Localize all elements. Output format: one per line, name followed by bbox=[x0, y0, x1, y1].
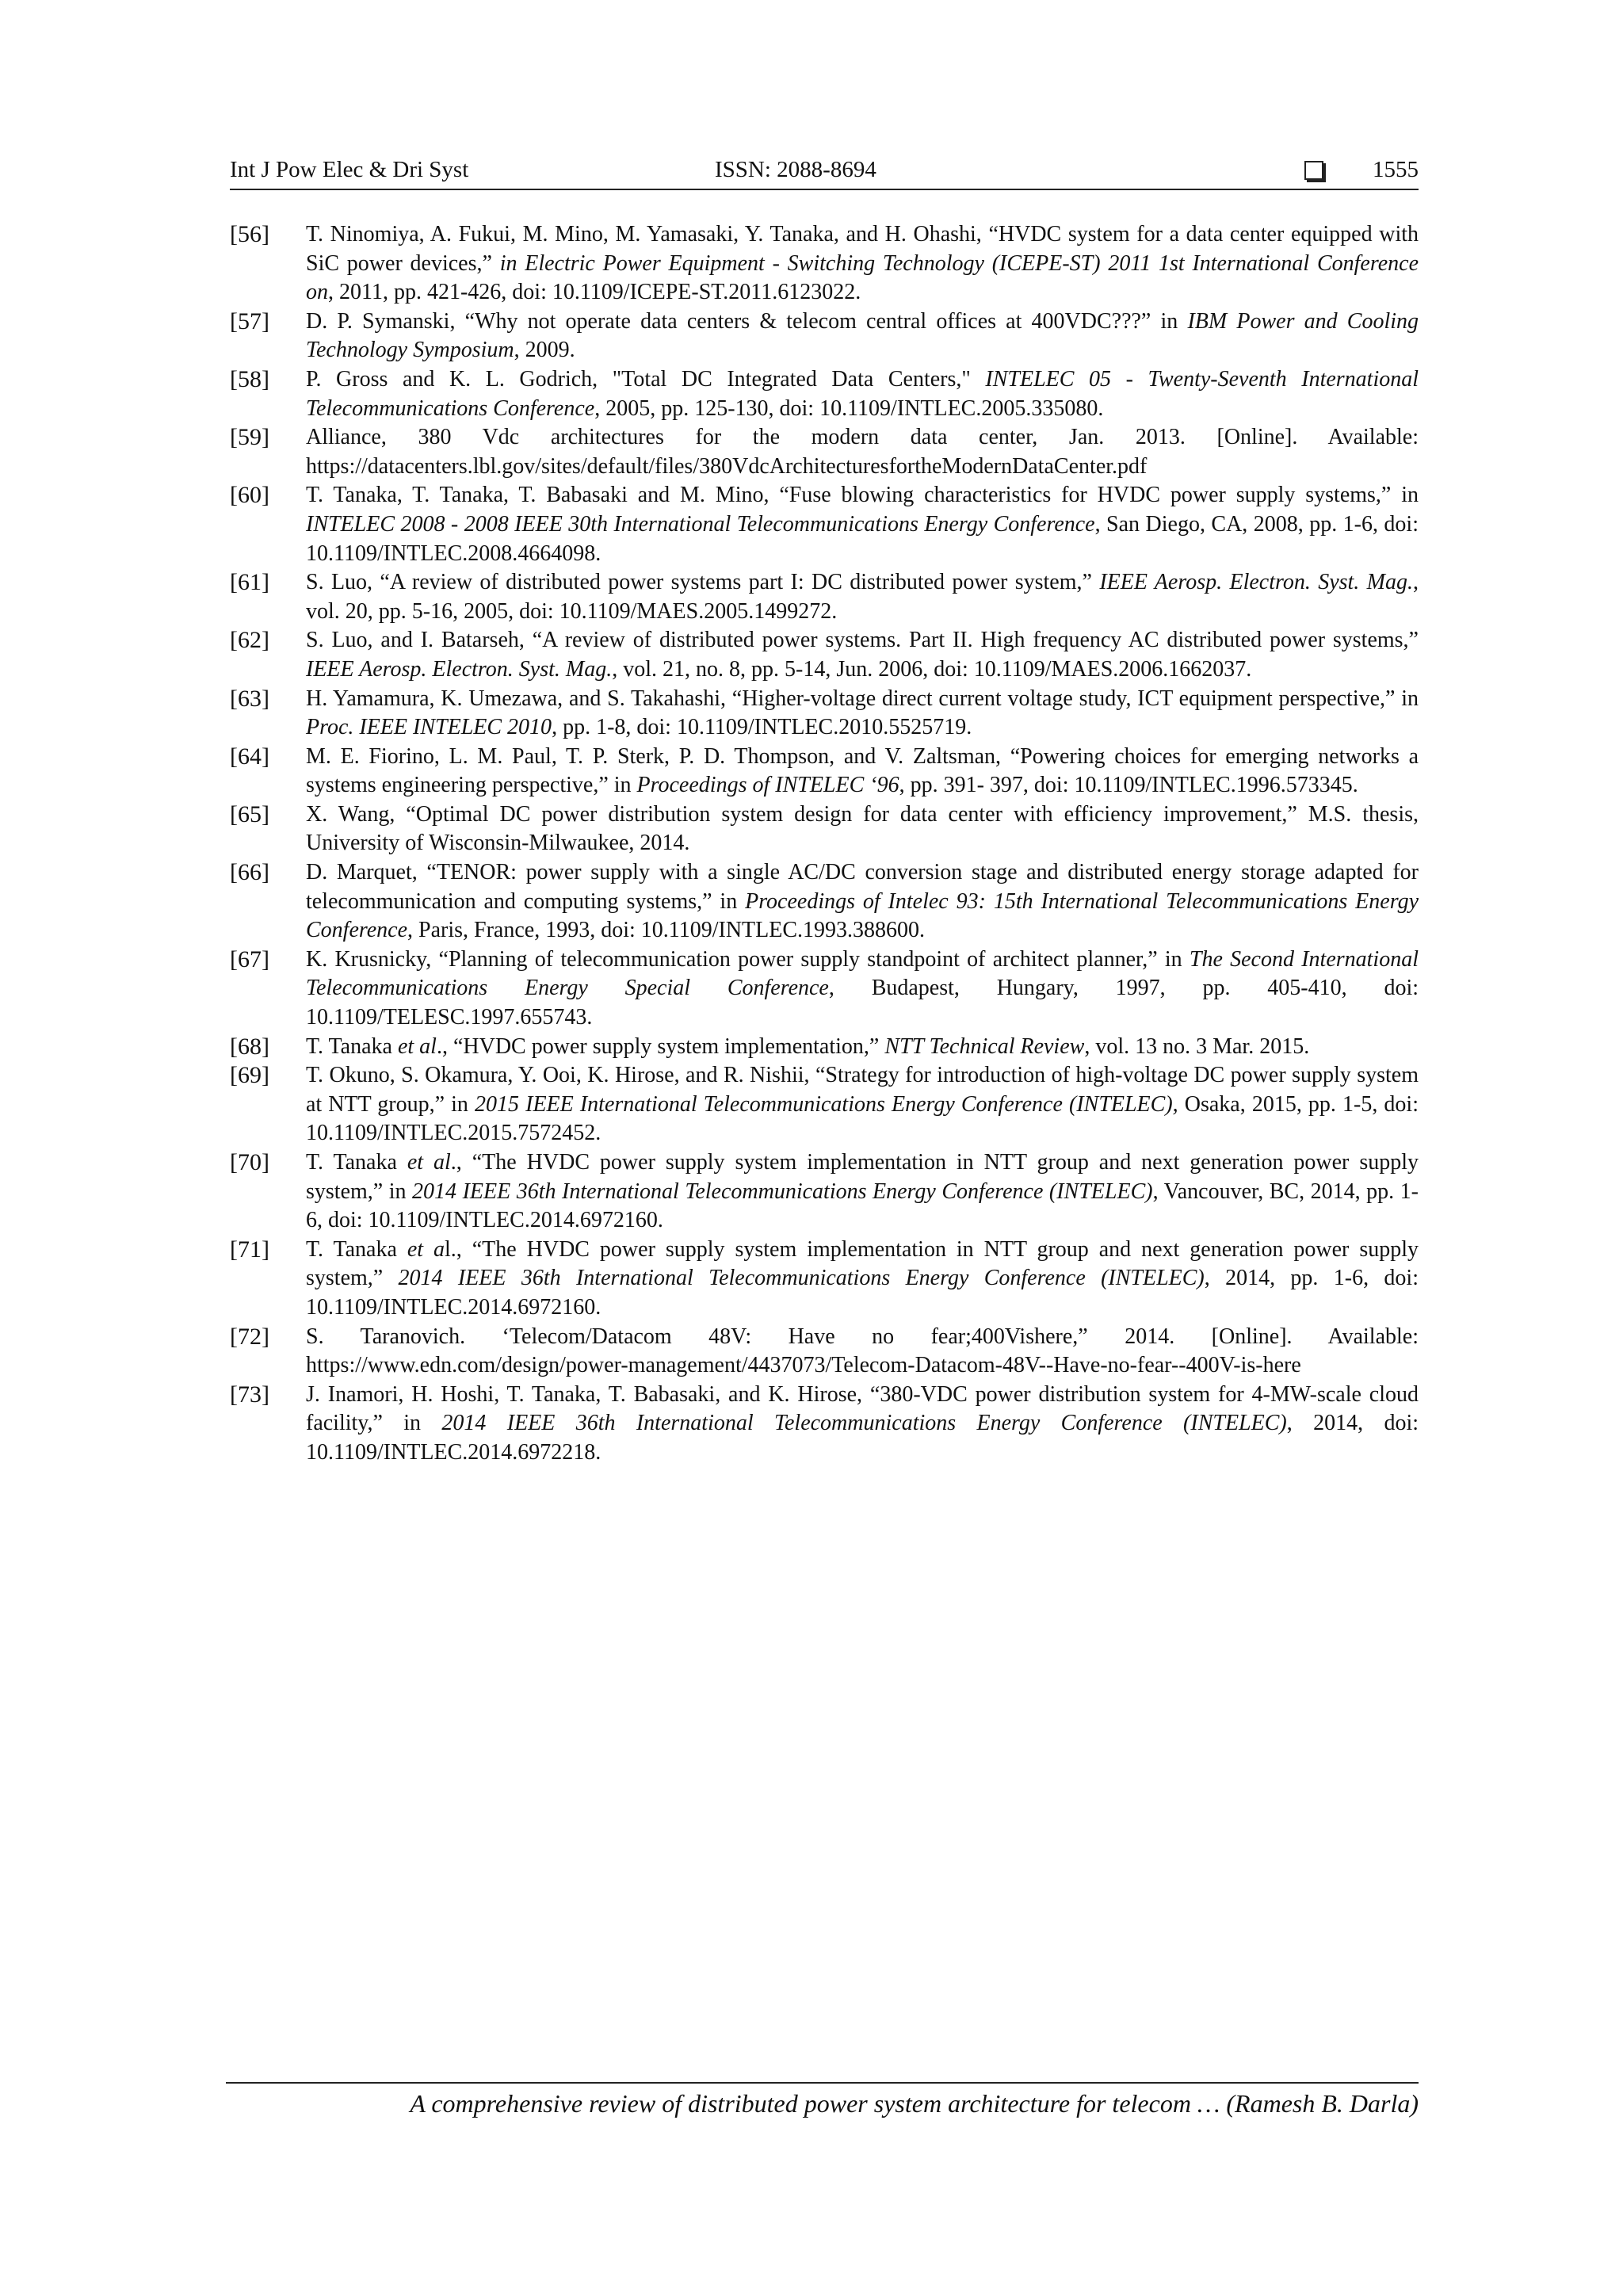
reference-number: [70] bbox=[230, 1149, 269, 1175]
reference-number: [64] bbox=[230, 743, 269, 770]
reference-italic-segment: et a bbox=[407, 1236, 445, 1262]
reference-number: [60] bbox=[230, 482, 269, 509]
reference-segment: , pp. 1-8, doi: 10.1109/INTLEC.2010.5525719. bbox=[552, 715, 972, 740]
reference-italic-segment: The Second International Telecommunications Energy Special Conference bbox=[306, 946, 1419, 1001]
reference-text bbox=[306, 481, 1419, 568]
reference-segment: , vol. 13 no. 3 Mar. 2015. bbox=[1084, 1033, 1310, 1059]
reference-segment: D. P. Symanski, “Why not operate data centers & telecom central offices at 400VDC???” in bbox=[306, 308, 1188, 334]
reference-segment: Alliance, 380 Vdc architectures for the modern data center, Jan. 2013. [Online]. Available: https://datacenters.lbl.gov/sites/default/files/380VdcArchitecturesfortheModernDataCenter.pdf bbox=[306, 425, 1419, 479]
reference-text bbox=[306, 1148, 1419, 1236]
reference-segment: M. E. Fiorino, L. M. Paul, T. P. Sterk, P. D. Thompson, and V. Zaltsman, “Powering choices for emerging networks a systems engineering perspective,” in bbox=[306, 743, 1419, 798]
reference-number: [65] bbox=[230, 800, 269, 827]
reference-item bbox=[230, 685, 1419, 743]
reference-number: [62] bbox=[230, 627, 269, 654]
reference-text bbox=[306, 1061, 1419, 1148]
reference-item bbox=[230, 626, 1419, 684]
reference-text bbox=[306, 568, 1419, 626]
reference-item bbox=[230, 365, 1419, 423]
reference-italic-segment: 2014 IEEE 36th International Telecommunications Energy Conference (INTELEC) bbox=[398, 1266, 1205, 1291]
reference-item bbox=[230, 858, 1419, 946]
reference-item bbox=[230, 423, 1419, 481]
reference-segment: , Paris, France, 1993, doi: 10.1109/INTLEC.1993.388600. bbox=[407, 918, 926, 943]
reference-segment: T. Tanaka bbox=[306, 1236, 407, 1262]
reference-item bbox=[230, 1323, 1419, 1381]
reference-segment: , pp. 391- 397, doi: 10.1109/INTLEC.1996.573345. bbox=[899, 773, 1358, 798]
reference-segment: , Vancouver, BC, 2014, pp. 1-6, doi: 10.1109/INTLEC.2014.6972160. bbox=[306, 1179, 1419, 1233]
reference-segment: , vol. 20, pp. 5-16, 2005, doi: 10.1109/MAES.2005.1499272. bbox=[306, 570, 1419, 624]
reference-item bbox=[230, 1061, 1419, 1148]
square-bullet-icon bbox=[1304, 161, 1323, 180]
reference-italic-segment: in Electric Power Equipment - Switching Technology (ICEPE-ST) 2011 1st International Conference on bbox=[306, 250, 1419, 305]
reference-italic-segment: INTELEC 2008 - 2008 IEEE 30th International Telecommunications Energy Conference bbox=[306, 511, 1095, 537]
reference-text bbox=[306, 626, 1419, 684]
reference-text bbox=[306, 1381, 1419, 1468]
reference-segment: , 2011, pp. 421-426, doi: 10.1109/ICEPE-ST.2011.6123022. bbox=[328, 280, 861, 305]
reference-number: [69] bbox=[230, 1062, 269, 1089]
page-header bbox=[230, 155, 1419, 190]
page-number: 1555 bbox=[1373, 157, 1419, 182]
reference-text bbox=[306, 946, 1419, 1033]
reference-segment: , vol. 21, no. 8, pp. 5-14, Jun. 2006, doi: 10.1109/MAES.2006.1662037. bbox=[612, 656, 1252, 682]
reference-segment: S. Taranovich. ‘Telecom/Datacom 48V: Have no fear;400Vishere,” 2014. [Online]. Available: https://www.edn.com/design/power-management/4437073/Telecom-Datacom-48V--Have-no-fear--400V-is-here bbox=[306, 1324, 1419, 1378]
reference-number: [58] bbox=[230, 365, 269, 392]
journal-name: Int J Pow Elec & Dri Syst bbox=[230, 157, 469, 182]
reference-segment: H. Yamamura, K. Umezawa, and S. Takahashi, “Higher-voltage direct current voltage study, ICT equipment perspective,” in bbox=[306, 686, 1419, 711]
reference-italic-segment: et al bbox=[407, 1150, 451, 1175]
reference-item bbox=[230, 220, 1419, 308]
reference-italic-segment: 2014 IEEE 36th International Telecommunications Energy Conference (INTELEC) bbox=[441, 1411, 1287, 1436]
reference-segment: ., “The HVDC power supply system implementation in NTT group and next generation power supply system,” in bbox=[306, 1150, 1419, 1204]
issn: ISSN: 2088-8694 bbox=[715, 157, 876, 182]
reference-item bbox=[230, 743, 1419, 800]
reference-text bbox=[306, 308, 1419, 365]
reference-item bbox=[230, 1236, 1419, 1323]
reference-italic-segment: IEEE Aerosp. Electron. Syst. Mag. bbox=[1099, 570, 1413, 595]
reference-italic-segment: 2015 IEEE International Telecommunications Energy Conference (INTELEC), bbox=[475, 1091, 1178, 1117]
reference-number: [72] bbox=[230, 1323, 269, 1350]
reference-segment: T. Okuno, S. Okamura, Y. Ooi, K. Hirose, and R. Nishii, “Strategy for introduction of high-voltage DC power supply system at NTT group,” in bbox=[306, 1063, 1419, 1117]
reference-text bbox=[306, 1323, 1419, 1381]
reference-number: [68] bbox=[230, 1033, 269, 1060]
reference-segment: ., “HVDC power supply system implementation,” bbox=[436, 1033, 885, 1059]
reference-italic-segment: INTELEC 05 - Twenty-Seventh International Telecommunications Conference bbox=[306, 366, 1419, 421]
reference-segment: T. Ninomiya, A. Fukui, M. Mino, M. Yamasaki, Y. Tanaka, and H. Ohashi, “HVDC system for a data center equipped with SiC power devices,” bbox=[306, 222, 1419, 276]
reference-segment: l., “The HVDC power supply system implementation in NTT group and next generation power supply system,” bbox=[306, 1236, 1419, 1291]
reference-segment: , Budapest, Hungary, 1997, pp. 405-410, doi: 10.1109/TELESC.1997.655743. bbox=[306, 976, 1419, 1030]
reference-number: [61] bbox=[230, 569, 269, 596]
reference-item bbox=[230, 800, 1419, 858]
reference-italic-segment: 2014 IEEE 36th International Telecommunications Energy Conference (INTELEC) bbox=[412, 1179, 1153, 1204]
reference-segment: , 2014, pp. 1-6, doi: 10.1109/INTLEC.2014.6972160. bbox=[306, 1266, 1419, 1320]
reference-item bbox=[230, 1381, 1419, 1468]
footer-divider bbox=[226, 2082, 1419, 2084]
reference-text bbox=[306, 1236, 1419, 1323]
reference-number: [73] bbox=[230, 1381, 269, 1408]
reference-segment: S. Luo, and I. Batarseh, “A review of distributed power systems. Part II. High frequency AC distributed power systems,” bbox=[306, 628, 1419, 653]
reference-segment: J. Inamori, H. Hoshi, T. Tanaka, T. Babasaki, and K. Hirose, “380-VDC power distribution system for 4-MW-scale cloud facility,” in bbox=[306, 1381, 1419, 1436]
reference-text bbox=[306, 423, 1419, 481]
reference-segment: S. Luo, “A review of distributed power systems part I: DC distributed power system,” bbox=[306, 570, 1100, 595]
reference-item bbox=[230, 568, 1419, 626]
reference-segment: P. Gross and K. L. Godrich, "Total DC Integrated Data Centers," bbox=[306, 366, 986, 392]
reference-text bbox=[306, 1033, 1419, 1062]
reference-segment: X. Wang, “Optimal DC power distribution system design for data center with efficiency improvement,” M.S. thesis, University of Wisconsin-Milwaukee, 2014. bbox=[306, 801, 1419, 856]
reference-segment: , 2014, doi: 10.1109/INTLEC.2014.6972218. bbox=[306, 1411, 1419, 1465]
reference-item bbox=[230, 308, 1419, 365]
reference-segment: Osaka, 2015, pp. 1-5, doi: 10.1109/INTLEC.2015.7572452. bbox=[306, 1091, 1419, 1146]
reference-italic-segment: IEEE Aerosp. Electron. Syst. Mag. bbox=[306, 656, 613, 682]
reference-item bbox=[230, 1033, 1419, 1062]
reference-segment: D. Marquet, “TENOR: power supply with a single AC/DC conversion stage and distributed energy storage adapted for telecommunication and computing systems,” in bbox=[306, 860, 1419, 914]
reference-segment: T. Tanaka, T. Tanaka, T. Babasaki and M. Mino, “Fuse blowing characteristics for HVDC power supply systems,” in bbox=[306, 483, 1419, 508]
reference-segment: , 2005, pp. 125-130, doi: 10.1109/INTLEC.2005.335080. bbox=[594, 395, 1104, 421]
reference-segment: , San Diego, CA, 2008, pp. 1-6, doi: 10.1109/INTLEC.2008.4664098. bbox=[306, 511, 1419, 566]
reference-italic-segment: NTT Technical Review bbox=[884, 1033, 1085, 1059]
reference-text bbox=[306, 685, 1419, 743]
reference-italic-segment: Proc. IEEE INTELEC 2010 bbox=[306, 715, 552, 740]
reference-number: [59] bbox=[230, 424, 269, 451]
reference-text bbox=[306, 800, 1419, 858]
reference-item bbox=[230, 481, 1419, 568]
reference-segment: , 2009. bbox=[514, 338, 575, 363]
reference-number: [56] bbox=[230, 221, 269, 247]
reference-text bbox=[306, 365, 1419, 423]
reference-text bbox=[306, 220, 1419, 308]
footer-running-title: A comprehensive review of distributed power system architecture for telecom … (Ramesh B. Darla) bbox=[410, 2089, 1419, 2118]
reference-number: [67] bbox=[230, 946, 269, 972]
reference-number: [71] bbox=[230, 1236, 269, 1263]
reference-italic-segment: Proceedings of INTELEC ‘96 bbox=[636, 773, 899, 798]
reference-number: [66] bbox=[230, 859, 269, 886]
reference-italic-segment: Proceedings of Intelec 93: 15th International Telecommunications Energy Conference bbox=[306, 888, 1419, 943]
reference-number: [57] bbox=[230, 308, 269, 334]
reference-italic-segment: IBM Power and Cooling Technology Symposium bbox=[306, 308, 1419, 363]
reference-italic-segment: et al bbox=[397, 1033, 437, 1059]
reference-segment: T. Tanaka bbox=[306, 1033, 398, 1059]
reference-text bbox=[306, 743, 1419, 800]
reference-item bbox=[230, 946, 1419, 1033]
reference-item bbox=[230, 1148, 1419, 1236]
reference-text bbox=[306, 858, 1419, 946]
reference-segment: T. Tanaka bbox=[306, 1150, 407, 1175]
reference-segment: K. Krusnicky, “Planning of telecommunication power supply standpoint of architect planner,” in bbox=[306, 946, 1190, 972]
reference-list bbox=[230, 220, 1419, 1468]
reference-number: [63] bbox=[230, 685, 269, 712]
